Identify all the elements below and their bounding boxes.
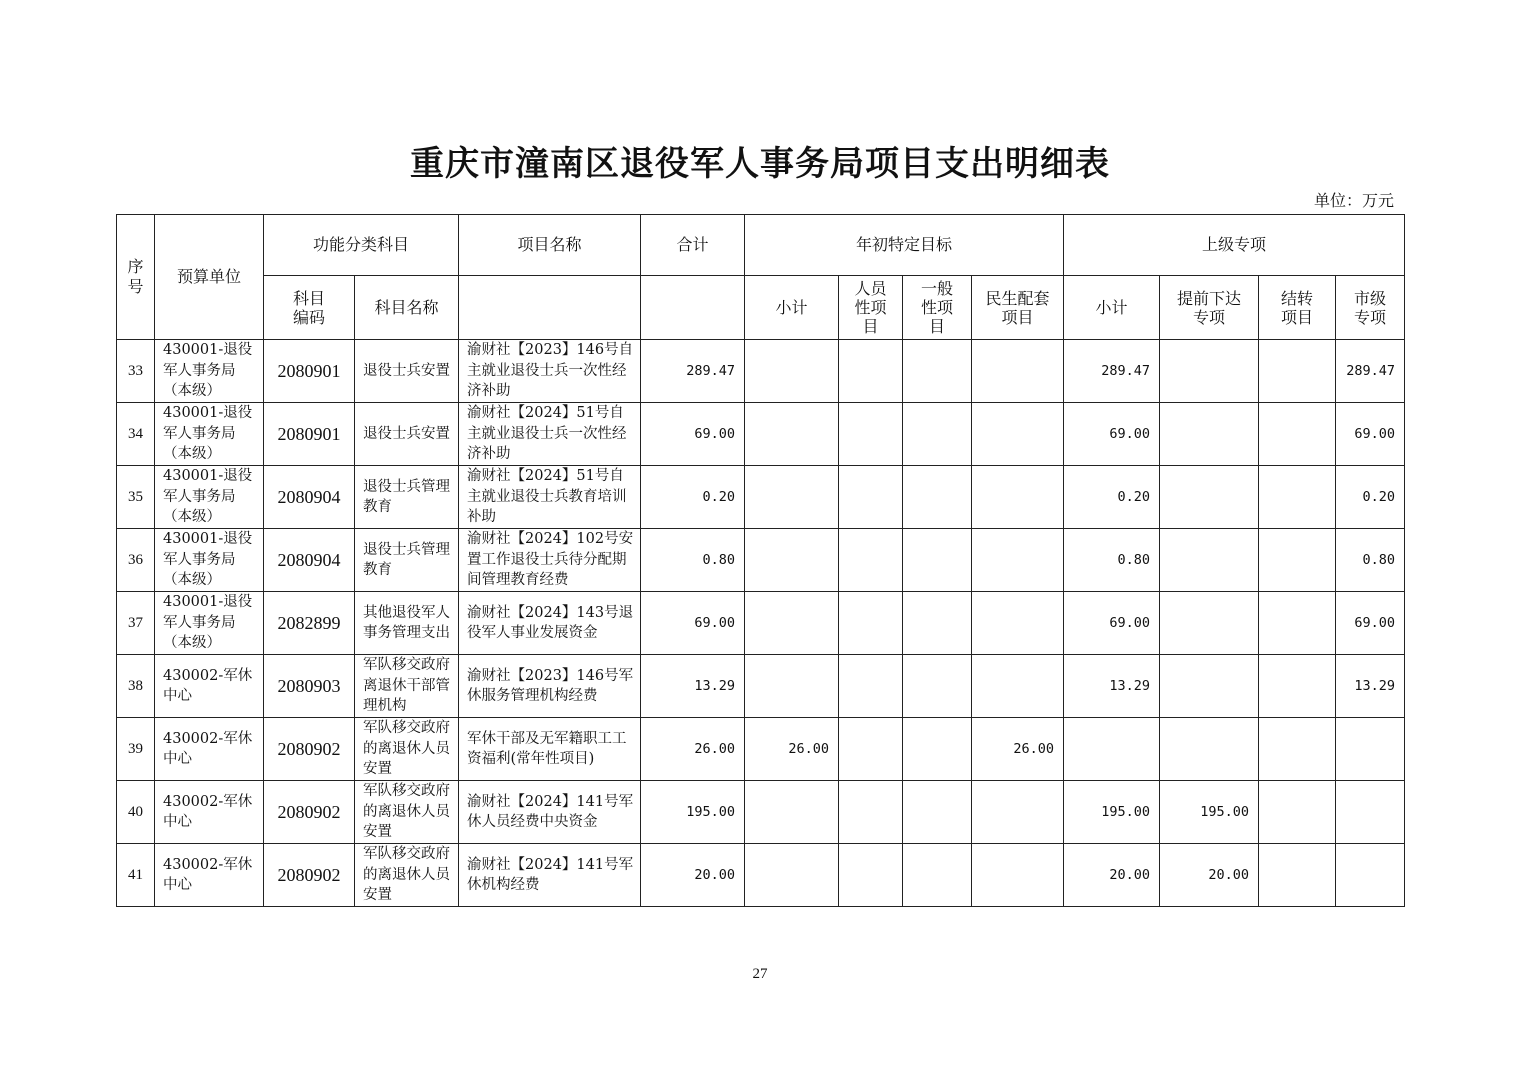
cell-unit: 430002-军休中心 (155, 655, 264, 718)
cell-ss-subtotal: 0.20 (1064, 466, 1160, 529)
header-personnel: 人员性项目 (839, 276, 903, 340)
cell-seq: 33 (117, 340, 155, 403)
cell-ss-subtotal: 69.00 (1064, 592, 1160, 655)
cell-subject: 退役士兵安置 (355, 403, 459, 466)
cell-unit: 430001-退役军人事务局（本级） (155, 529, 264, 592)
cell-at-subtotal (745, 529, 839, 592)
cell-ss-subtotal: 69.00 (1064, 403, 1160, 466)
cell-livelihood (972, 844, 1064, 907)
project-expense-table (116, 214, 1405, 907)
cell-subject: 军队移交政府离退休干部管理机构 (355, 655, 459, 718)
cell-unit: 430001-退役军人事务局（本级） (155, 592, 264, 655)
header-func-category: 功能分类科目 (264, 215, 459, 276)
cell-livelihood (972, 403, 1064, 466)
cell-city (1336, 718, 1405, 781)
cell-code: 2080903 (264, 655, 355, 718)
page-number: 27 (752, 966, 768, 982)
table-row (117, 340, 1405, 403)
cell-personnel (839, 844, 903, 907)
cell-carryover (1259, 592, 1336, 655)
cell-general (903, 781, 972, 844)
cell-advance: 195.00 (1160, 781, 1259, 844)
cell-at-subtotal (745, 340, 839, 403)
cell-project: 军休干部及无军籍职工工资福利(常年性项目) (459, 718, 641, 781)
cell-personnel (839, 403, 903, 466)
cell-unit: 430001-退役军人事务局（本级） (155, 403, 264, 466)
cell-advance (1160, 466, 1259, 529)
cell-carryover (1259, 718, 1336, 781)
cell-code: 2080902 (264, 781, 355, 844)
header-annual-target: 年初特定目标 (745, 215, 1064, 276)
cell-code: 2080902 (264, 844, 355, 907)
cell-ss-subtotal (1064, 718, 1160, 781)
header-superior-special: 上级专项 (1064, 215, 1405, 276)
cell-seq: 36 (117, 529, 155, 592)
cell-seq: 38 (117, 655, 155, 718)
cell-project: 渝财社【2024】141号军休人员经费中央资金 (459, 781, 641, 844)
cell-at-subtotal (745, 403, 839, 466)
cell-total: 0.20 (641, 466, 745, 529)
cell-subject: 军队移交政府的离退休人员安置 (355, 718, 459, 781)
cell-code: 2080904 (264, 529, 355, 592)
cell-code: 2082899 (264, 592, 355, 655)
header-city: 市级专项 (1336, 276, 1405, 340)
header-project-blank (459, 276, 641, 340)
cell-at-subtotal: 26.00 (745, 718, 839, 781)
cell-carryover (1259, 340, 1336, 403)
table-row (117, 718, 1405, 781)
page-title: 重庆市潼南区退役军人事务局项目支出明细表 (410, 144, 1110, 184)
cell-ss-subtotal: 0.80 (1064, 529, 1160, 592)
header-livelihood: 民生配套项目 (972, 276, 1064, 340)
cell-livelihood (972, 529, 1064, 592)
header-total-blank (641, 276, 745, 340)
cell-carryover (1259, 403, 1336, 466)
cell-city (1336, 844, 1405, 907)
cell-livelihood (972, 592, 1064, 655)
cell-at-subtotal (745, 592, 839, 655)
cell-seq: 37 (117, 592, 155, 655)
cell-total: 13.29 (641, 655, 745, 718)
cell-unit: 430002-军休中心 (155, 844, 264, 907)
cell-carryover (1259, 844, 1336, 907)
cell-at-subtotal (745, 781, 839, 844)
header-general: 一般性项目 (903, 276, 972, 340)
header-carryover: 结转项目 (1259, 276, 1336, 340)
cell-subject: 退役士兵安置 (355, 340, 459, 403)
cell-advance (1160, 655, 1259, 718)
cell-seq: 41 (117, 844, 155, 907)
cell-total: 289.47 (641, 340, 745, 403)
header-total: 合计 (641, 215, 745, 276)
cell-city: 289.47 (1336, 340, 1405, 403)
cell-personnel (839, 592, 903, 655)
table-row (117, 403, 1405, 466)
cell-advance (1160, 718, 1259, 781)
cell-livelihood (972, 466, 1064, 529)
cell-advance (1160, 592, 1259, 655)
cell-at-subtotal (745, 655, 839, 718)
header-subject-name: 科目名称 (355, 276, 459, 340)
cell-livelihood (972, 781, 1064, 844)
cell-city: 0.80 (1336, 529, 1405, 592)
header-advance: 提前下达专项 (1160, 276, 1259, 340)
cell-general (903, 718, 972, 781)
unit-label: 单位：万元 (1313, 191, 1394, 210)
cell-general (903, 529, 972, 592)
cell-project: 渝财社【2023】146号自主就业退役士兵一次性经济补助 (459, 340, 641, 403)
table-row (117, 592, 1405, 655)
cell-general (903, 592, 972, 655)
cell-at-subtotal (745, 844, 839, 907)
cell-code: 2080901 (264, 403, 355, 466)
cell-city (1336, 781, 1405, 844)
cell-code: 2080901 (264, 340, 355, 403)
cell-total: 69.00 (641, 592, 745, 655)
cell-project: 渝财社【2024】141号军休机构经费 (459, 844, 641, 907)
cell-general (903, 340, 972, 403)
cell-project: 渝财社【2024】143号退役军人事业发展资金 (459, 592, 641, 655)
table-row (117, 781, 1405, 844)
table-row (117, 844, 1405, 907)
cell-total: 20.00 (641, 844, 745, 907)
cell-advance (1160, 340, 1259, 403)
cell-unit: 430001-退役军人事务局（本级） (155, 466, 264, 529)
cell-at-subtotal (745, 466, 839, 529)
cell-livelihood (972, 655, 1064, 718)
cell-city: 69.00 (1336, 592, 1405, 655)
cell-carryover (1259, 655, 1336, 718)
cell-total: 195.00 (641, 781, 745, 844)
cell-seq: 34 (117, 403, 155, 466)
cell-project: 渝财社【2023】146号军休服务管理机构经费 (459, 655, 641, 718)
cell-personnel (839, 340, 903, 403)
cell-subject: 军队移交政府的离退休人员安置 (355, 781, 459, 844)
cell-project: 渝财社【2024】51号自主就业退役士兵一次性经济补助 (459, 403, 641, 466)
cell-subject: 退役士兵管理教育 (355, 529, 459, 592)
cell-ss-subtotal: 195.00 (1064, 781, 1160, 844)
cell-personnel (839, 718, 903, 781)
cell-code: 2080902 (264, 718, 355, 781)
cell-project: 渝财社【2024】102号安置工作退役士兵待分配期间管理教育经费 (459, 529, 641, 592)
cell-personnel (839, 655, 903, 718)
cell-city: 0.20 (1336, 466, 1405, 529)
table-row (117, 529, 1405, 592)
header-project-name: 项目名称 (459, 215, 641, 276)
cell-total: 26.00 (641, 718, 745, 781)
cell-personnel (839, 529, 903, 592)
cell-ss-subtotal: 289.47 (1064, 340, 1160, 403)
cell-livelihood: 26.00 (972, 718, 1064, 781)
cell-general (903, 466, 972, 529)
cell-city: 69.00 (1336, 403, 1405, 466)
cell-ss-subtotal: 13.29 (1064, 655, 1160, 718)
cell-subject: 退役士兵管理教育 (355, 466, 459, 529)
cell-seq: 40 (117, 781, 155, 844)
header-ss-subtotal: 小计 (1064, 276, 1160, 340)
cell-personnel (839, 781, 903, 844)
header-seq: 序号 (117, 215, 155, 340)
table-row (117, 655, 1405, 718)
cell-carryover (1259, 781, 1336, 844)
cell-carryover (1259, 466, 1336, 529)
cell-livelihood (972, 340, 1064, 403)
cell-seq: 39 (117, 718, 155, 781)
cell-total: 0.80 (641, 529, 745, 592)
cell-project: 渝财社【2024】51号自主就业退役士兵教育培训补助 (459, 466, 641, 529)
header-budget-unit: 预算单位 (155, 215, 264, 340)
cell-advance (1160, 403, 1259, 466)
table-row (117, 466, 1405, 529)
cell-ss-subtotal: 20.00 (1064, 844, 1160, 907)
cell-personnel (839, 466, 903, 529)
cell-carryover (1259, 529, 1336, 592)
cell-general (903, 844, 972, 907)
cell-subject: 其他退役军人事务管理支出 (355, 592, 459, 655)
cell-unit: 430002-军休中心 (155, 718, 264, 781)
cell-general (903, 655, 972, 718)
cell-advance (1160, 529, 1259, 592)
cell-unit: 430001-退役军人事务局（本级） (155, 340, 264, 403)
header-subject-code: 科目编码 (264, 276, 355, 340)
cell-general (903, 403, 972, 466)
cell-code: 2080904 (264, 466, 355, 529)
cell-subject: 军队移交政府的离退休人员安置 (355, 844, 459, 907)
header-at-subtotal: 小计 (745, 276, 839, 340)
cell-city: 13.29 (1336, 655, 1405, 718)
cell-total: 69.00 (641, 403, 745, 466)
cell-seq: 35 (117, 466, 155, 529)
cell-advance: 20.00 (1160, 844, 1259, 907)
cell-unit: 430002-军休中心 (155, 781, 264, 844)
